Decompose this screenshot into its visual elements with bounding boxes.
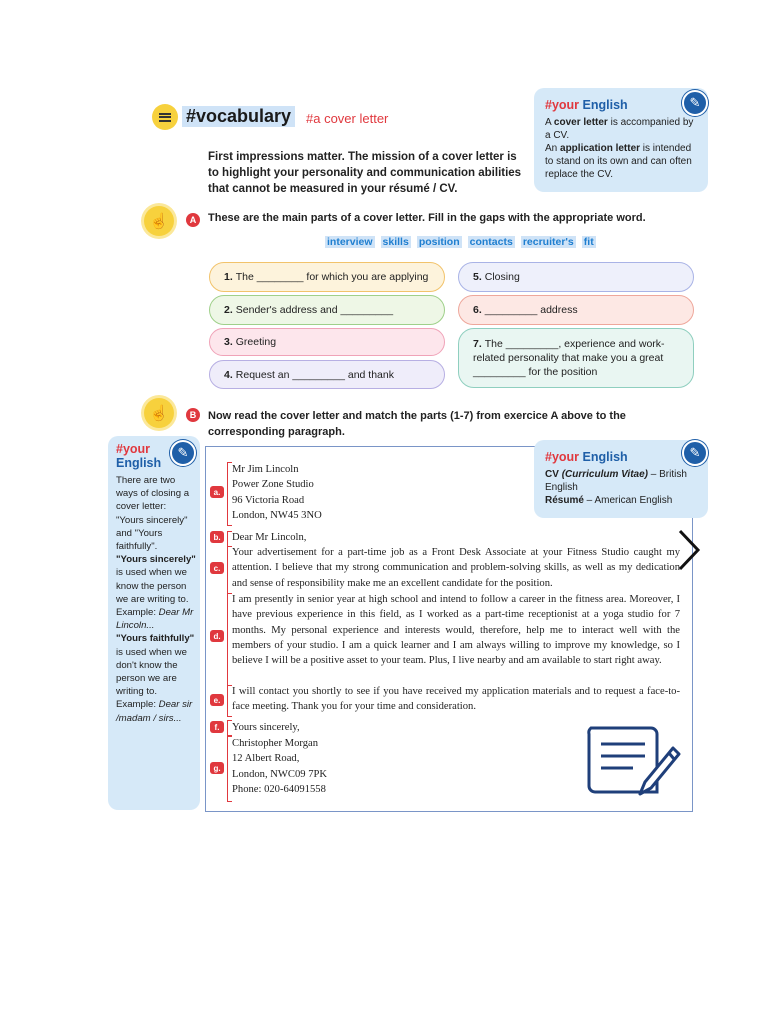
pencil-icon[interactable]: ✎: [682, 90, 708, 116]
pencil-icon[interactable]: ✎: [682, 440, 708, 466]
your-english-box-3: [534, 440, 708, 518]
letter-paragraph-e: I will contact you shortly to see if you have received my application materials and to request a face-to-face meeting. Thank you for your time and consideration.: [232, 686, 680, 713]
tag-g: g.: [210, 762, 224, 774]
section-a-badge: A: [186, 213, 200, 227]
your-english-box-1: [534, 88, 708, 192]
your-english-text: CV (Curriculum Vitae) – British English Résumé – American English: [545, 469, 687, 506]
word-bank-item: interview: [327, 236, 373, 248]
part-1: 1. The ________ for which you are applying: [209, 262, 445, 292]
letter-closing: Yours sincerely,: [232, 722, 300, 733]
part-6: 6. _________ address: [458, 295, 694, 325]
word-bank-item: fit: [583, 236, 594, 248]
tag-c: c.: [210, 562, 224, 574]
hand-pointer-icon: ☝: [144, 206, 174, 236]
pencil-icon[interactable]: ✎: [170, 440, 196, 466]
your-english-text: A cover letter is accompanied by a CV. An application letter is intended to stand on its own and can often replace the CV.: [545, 117, 694, 180]
word-bank-item: recruiter's: [522, 236, 574, 248]
part-3: 3. Greeting: [209, 328, 445, 356]
your-english-box-2: [108, 436, 200, 810]
section-b-instruction: Now read the cover letter and match the parts (1-7) from exercice A above to the corresponding paragraph.: [208, 410, 626, 438]
your-english-title: #your English: [116, 442, 162, 470]
page-title: #vocabulary: [182, 106, 295, 127]
letter-sender: Christopher Morgan 12 Albert Road, London, NWC09 7PK Phone: 020-64091558: [232, 738, 328, 795]
page-subtitle: #a cover letter: [306, 111, 389, 126]
chevron-right-icon[interactable]: [676, 528, 702, 572]
tag-d: d.: [210, 630, 224, 642]
tag-a: a.: [210, 486, 224, 498]
your-english-title: #your English: [545, 98, 628, 112]
part-4: 4. Request an _________ and thank: [209, 360, 445, 389]
part-2: 2. Sender's address and _________: [209, 295, 445, 325]
your-english-text: There are two ways of closing a cover letter: "Yours sincerely" and "Yours faithfully". "Yours sincerely" is used when we know the person we are writing to. Example: Dear Mr Lincoln... "Yours faithfully" is used when we don't know the person we are writing to. Example: Dear sir /madam / sirs...: [116, 475, 196, 724]
part-5: 5. Closing: [458, 262, 694, 292]
your-english-title: #your English: [545, 450, 628, 464]
word-bank: [325, 236, 596, 248]
tag-f: f.: [210, 721, 224, 733]
letter-paragraph-d: I am presently in senior year at high school and intend to follow a career in the fitness area. Moreover, I have previous experience in this field, as I worked as a part-time receptionist at a yoga studio for 7 months. My personal experience and interests would, therefore, help me to interact well with the members of your studio. I am a quick learner and I am always willing to improve my knowledge, so I believe I will be a positive asset to your team. Plus, I live nearby and am available to start right away.: [232, 594, 680, 667]
section-a-instruction: These are the main parts of a cover letter. Fill in the gaps with the appropriate word.: [208, 212, 646, 224]
hand-pointer-icon: ☝: [144, 398, 174, 428]
word-bank-item: contacts: [469, 236, 513, 248]
part-7: 7. The _________, experience and work-related personality that make you a great _________ for the position: [458, 328, 694, 388]
letter-recipient: Mr Jim Lincoln Power Zone Studio 96 Victoria Road London, NW45 3NO: [232, 464, 322, 521]
list-icon: [152, 104, 178, 130]
notebook-pen-icon: [585, 722, 681, 802]
tag-e: e.: [210, 694, 224, 706]
letter-paragraph-c: Your advertisement for a part-time job as a Front Desk Associate at your Fitness Studio caught my attention. I believe that my strong communication and problem-solving skills, as well as my dedication and sense of responsibility make me an excellent candidate for the position.: [232, 547, 680, 589]
tag-b: b.: [210, 531, 224, 543]
intro-text: First impressions matter. The mission of a cover letter is to highlight your personality and communication abilities that cannot be measured in your résumé / CV.: [208, 151, 522, 195]
word-bank-item: position: [418, 236, 460, 248]
word-bank-item: skills: [382, 236, 409, 248]
section-b-badge: B: [186, 408, 200, 422]
letter-greeting: Dear Mr Lincoln,: [232, 532, 307, 543]
